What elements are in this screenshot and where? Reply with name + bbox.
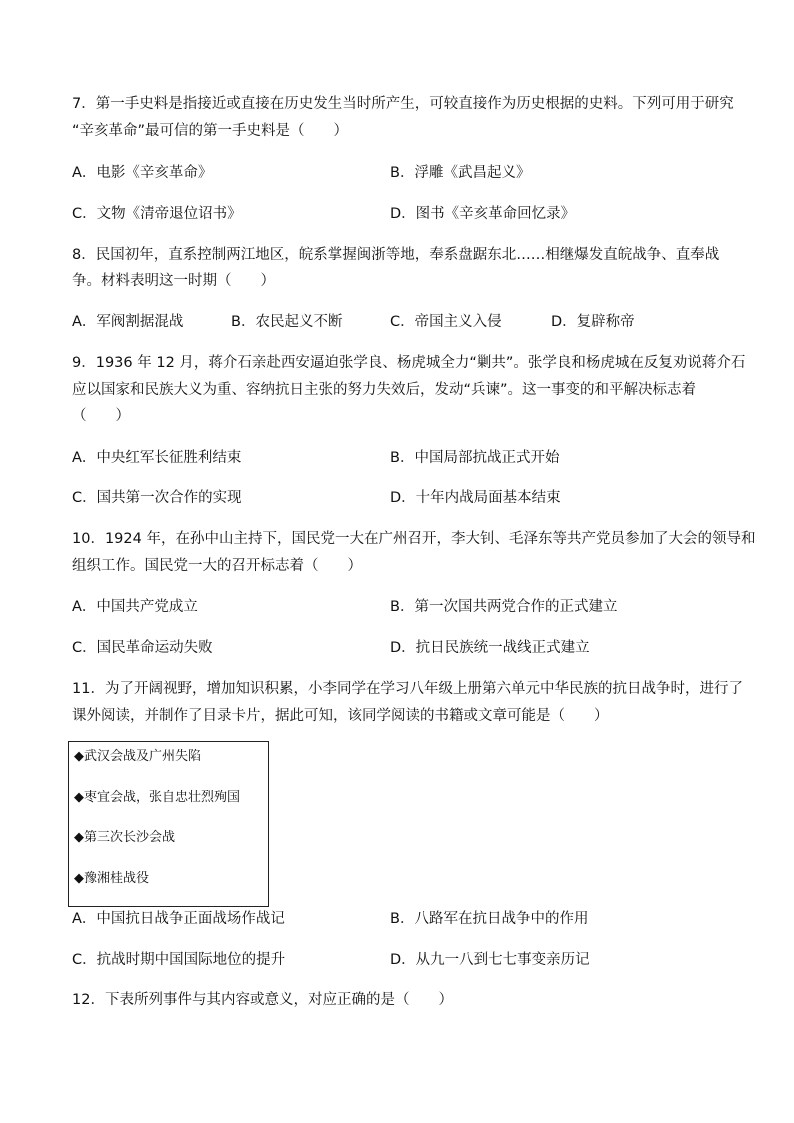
q8-option-a: A．军阀割据混战 <box>72 314 184 330</box>
q7-option-b: B．浮雕《武昌起义》 <box>390 165 531 181</box>
q7-option-c: C．文物《清帝退位诏书》 <box>72 206 242 222</box>
q9-option-a: A．中央红军长征胜利结束 <box>72 450 242 466</box>
q9-option-d: D．十年内战局面基本结束 <box>390 490 561 506</box>
q10-stem-line-2: 组织工作。国民党一大的召开标志着（ ） <box>72 558 362 574</box>
q9-stem-line-1: 9．1936 年 12 月，蒋介石亲赴西安逼迫张学良、杨虎城全力“剿共”。张学良和杨虎城在反复劝说蒋介石 <box>72 355 746 371</box>
q7-option-a: A．电影《辛亥革命》 <box>72 165 213 181</box>
catalog-card-item-1: ◆武汉会战及广州失陷 <box>74 749 201 764</box>
q11-option-d: D．从九一八到七七事变亲历记 <box>390 952 590 968</box>
catalog-card-item-4: ◆豫湘桂战役 <box>74 871 149 886</box>
q11-option-b: B．八路军在抗日战争中的作用 <box>390 911 589 927</box>
q12-stem-line-1: 12．下表所列事件与其内容或意义，对应正确的是（ ） <box>72 992 453 1008</box>
catalog-card-item-3: ◆第三次长沙会战 <box>74 830 175 845</box>
catalog-card <box>68 741 269 907</box>
q9-stem-line-3: （ ） <box>72 408 130 424</box>
q10-stem-line-1: 10．1924 年，在孙中山主持下，国民党一大在广州召开，李大钊、毛泽东等共产党员参加了大会的领导和 <box>72 531 756 547</box>
q10-option-c: C．国民革命运动失败 <box>72 640 213 656</box>
q10-option-d: D．抗日民族统一战线正式建立 <box>390 640 590 656</box>
q11-option-c: C．抗战时期中国国际地位的提升 <box>72 952 286 968</box>
q9-option-b: B．中国局部抗战正式开始 <box>390 450 560 466</box>
q8-stem-line-2: 争。材料表明这一时期（ ） <box>72 273 275 289</box>
q11-stem-line-2: 课外阅读，并制作了目录卡片，据此可知，该同学阅读的书籍或文章可能是（ ） <box>72 708 609 724</box>
q10-option-b: B．第一次国共两党合作的正式建立 <box>390 599 618 615</box>
q8-option-d: D．复辟称帝 <box>551 314 635 330</box>
catalog-card-item-2: ◆枣宜会战，张自忠壮烈殉国 <box>74 790 240 805</box>
q10-option-a: A．中国共产党成立 <box>72 599 198 615</box>
q7-stem-line-2: “辛亥革命”最可信的第一手史料是（ ） <box>72 123 349 139</box>
q9-option-c: C．国共第一次合作的实现 <box>72 490 242 506</box>
q9-stem-line-2: 应以国家和民族大义为重、容纳抗日主张的努力失效后，发动“兵谏”。这一事变的和平解决标志着 <box>72 382 697 398</box>
q7-stem-line-1: 7．第一手史料是指接近或直接在历史发生当时所产生，可较直接作为历史根据的史料。下列可用于研究 <box>72 96 734 112</box>
q8-option-b: B．农民起义不断 <box>231 314 343 330</box>
q7-option-d: D．图书《辛亥革命回忆录》 <box>390 206 576 222</box>
q11-option-a: A．中国抗日战争正面战场作战记 <box>72 911 285 927</box>
q8-stem-line-1: 8．民国初年，直系控制两江地区，皖系掌握闽浙等地，奉系盘踞东北……相继爆发直皖战争、直奉战 <box>72 247 720 263</box>
q11-stem-line-1: 11．为了开阔视野，增加知识积累，小李同学在学习八年级上册第六单元中华民族的抗日战争时，进行了 <box>72 681 743 697</box>
q8-option-c: C．帝国主义入侵 <box>390 314 502 330</box>
